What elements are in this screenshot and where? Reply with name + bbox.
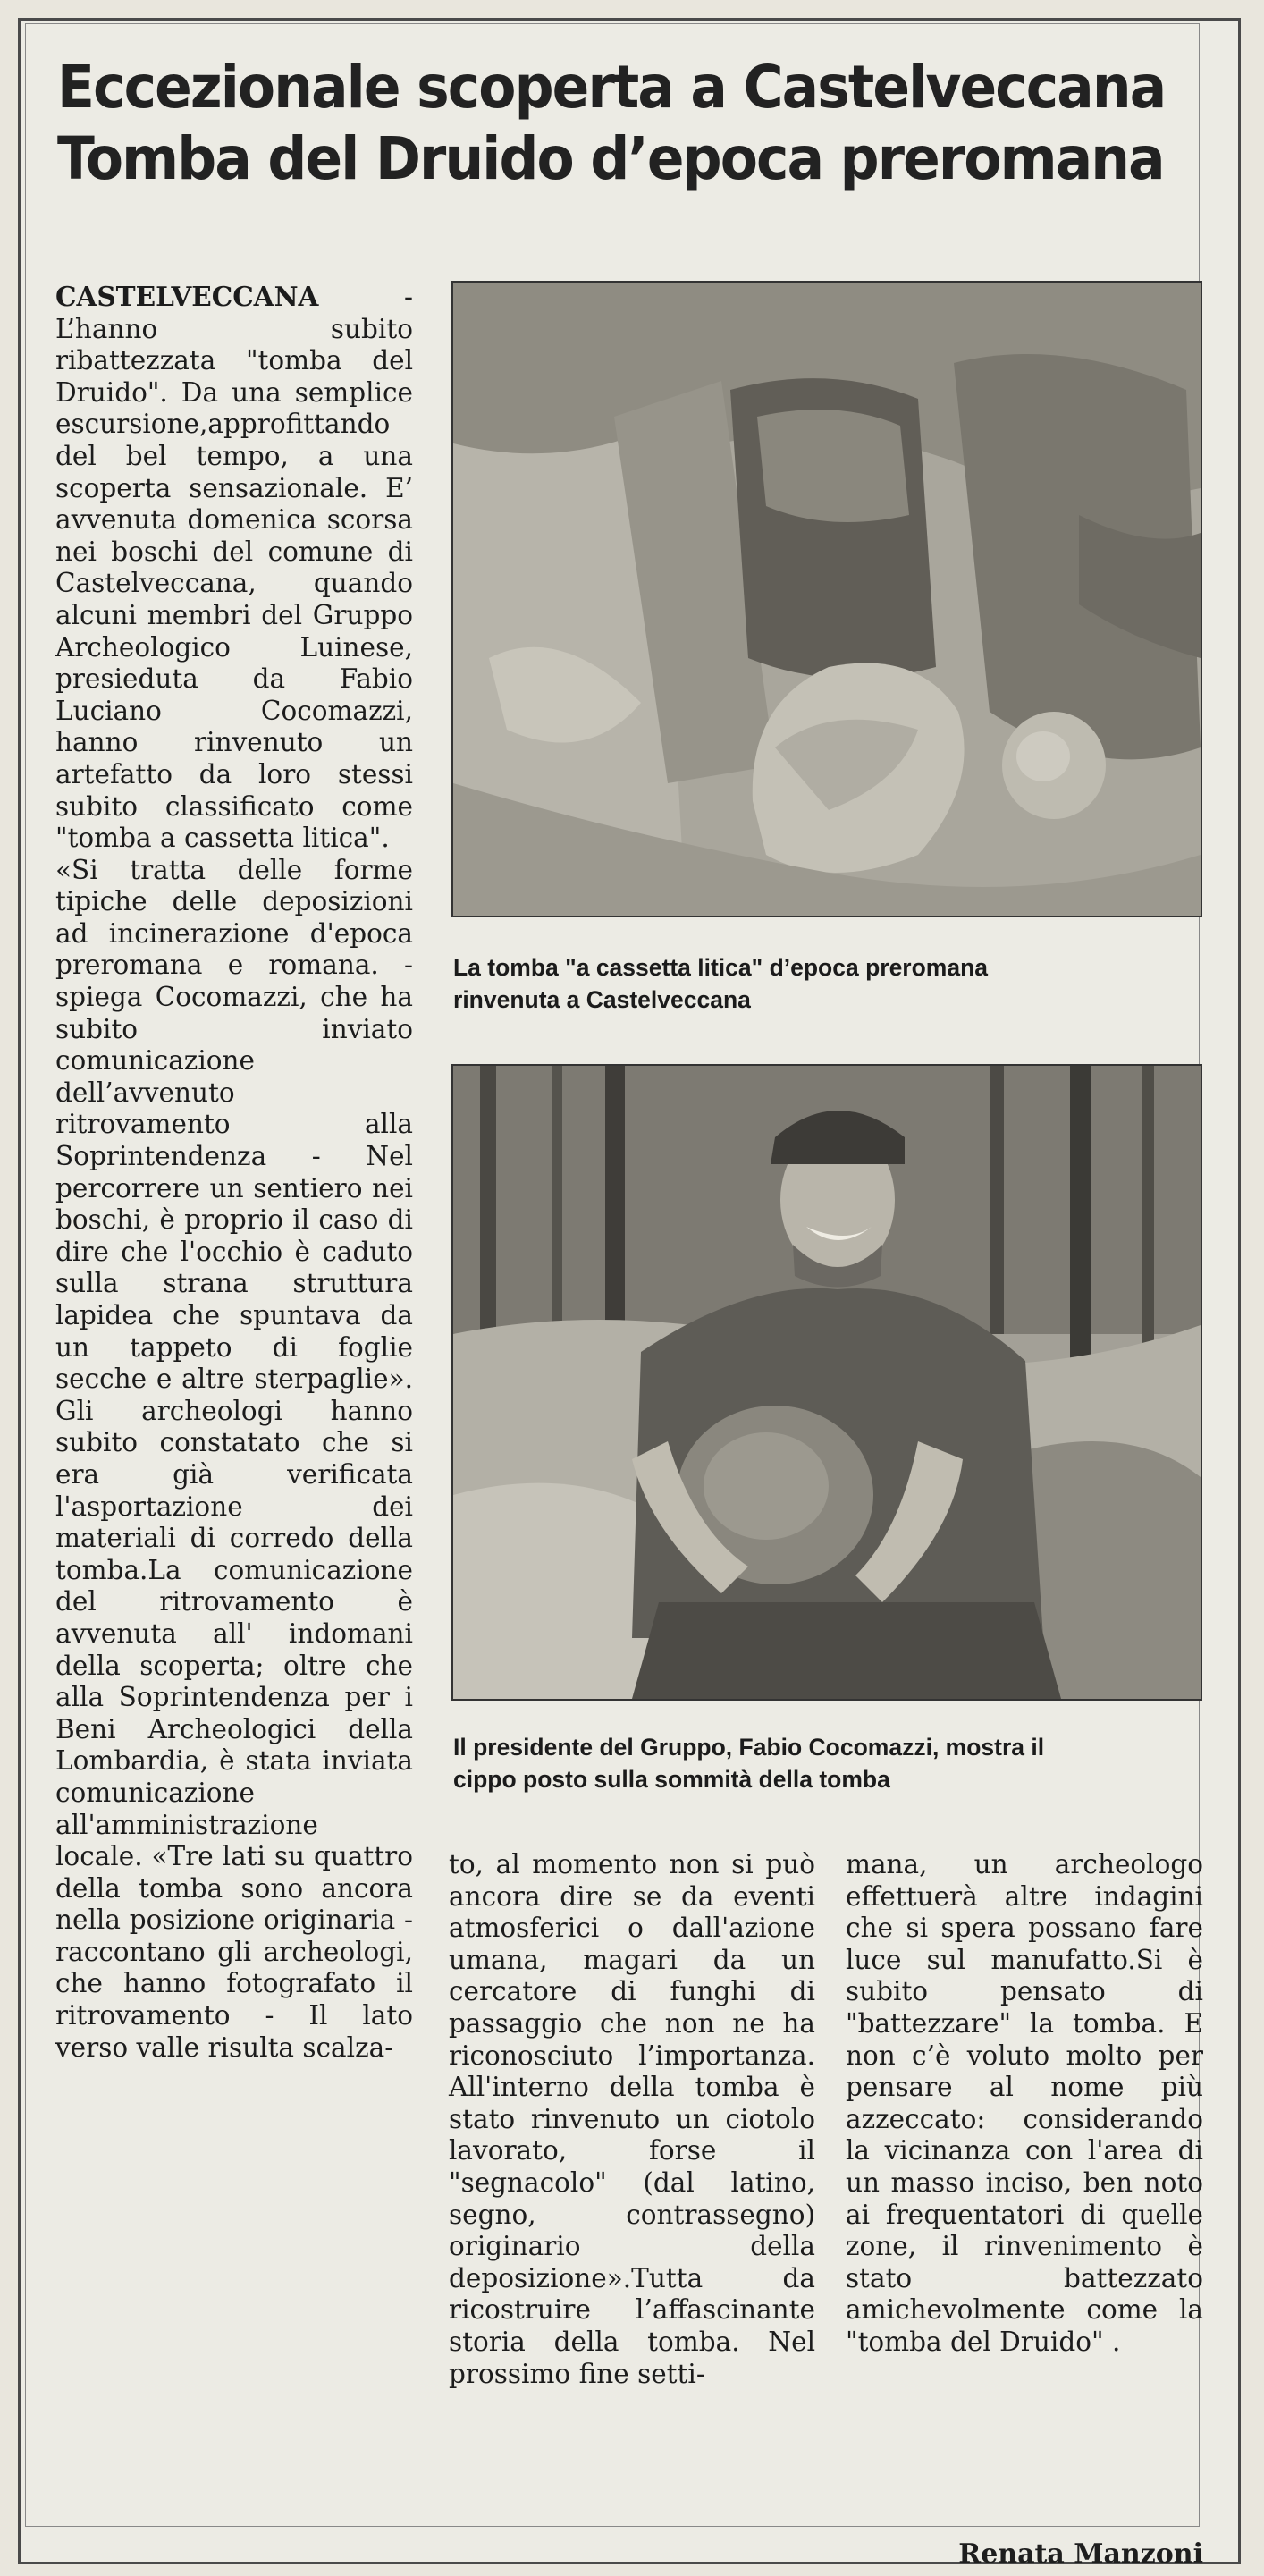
- headline: [57, 52, 1166, 195]
- column-3-text: mana, un archeologo effettuerà altre indagini che si spera possano fare luce sul manufatto.Si è subito pensato di "battezzare" la tomba. E non c’è voluto molto per pensare al nome più azzeccato: considerando la vicinanza con l'area di un masso inciso, ben noto ai frequentatori di quelle zone, il rinvenimento è stato battezzato amichevolmente come la "tomba del Druido" .: [846, 1849, 1203, 2357]
- president-caption-line-2: cippo posto sulla sommità della tomba: [453, 1766, 890, 1793]
- headline-line-1: Eccezionale scoperta a Castelveccana: [57, 53, 1166, 122]
- article-column-2: [449, 1849, 815, 2390]
- president-photo-caption: [453, 1731, 1201, 1795]
- column-2-text: to, al momento non si può ancora dire se da eventi atmosferici o dall'azione umana, magari da un cercatore di funghi di passaggio che non ne ha riconosciuto l’importanza. All'interno della tomba è stato rinvenuto un ciotolo lavorato, forse il "segnacolo" (dal latino, segno, contrassegno) originario della deposizione».Tutta da ricostruire l’affascinante storia della tomba. Nel prossimo fine setti-: [449, 1849, 815, 2389]
- tomb-photo-caption: [453, 951, 1201, 1016]
- quote-paragraph: «Si tratta delle forme tipiche delle deposizioni ad incinerazione d'epoca preromana e romana. - spiega Cocomazzi, che ha subito inviato comunicazione dell’avvenuto ritrovamento alla Soprintendenza - Nel percorrere un sentiero nei boschi, è proprio il caso di dire che l'occhio è caduto sulla strana struttura lapidea che spuntava da un tappeto di foglie secche e altre sterpaglie». Gli archeologi hanno subito constatato che si era già verificata l'asportazione dei materiali di corredo della tomba.La comunicazione del ritrovamento è avvenuta all' indomani della scoperta; oltre che alla Soprintendenza per i Beni Archeologici della Lombardia, è stata inviata comunicazione all'amministrazione locale. «Tre lati su quattro della tomba sono ancora nella posizione originaria - raccontano gli archeologi, che hanno fotografato il ritrovamento - Il lato verso valle risulta scalza-: [55, 854, 413, 2063]
- tomb-photo-image: [453, 283, 1201, 916]
- article-column-1: [55, 281, 413, 2064]
- lead-text: - L’hanno subito ribattezzata "tomba del Druido". Da una semplice escursione,approfittando del bel tempo, a una scoperta sensazionale. E’ avvenuta domenica scorsa nei boschi del comune di Castelveccana, quando alcuni membri del Gruppo Archeologico Luinese, presieduta da Fabio Luciano Cocomazzi, hanno rinvenuto un artefatto da loro stessi subito classificato come "tomba a cassetta litica".: [55, 282, 413, 854]
- headline-line-2: Tomba del Druido d’epoca preromana: [57, 124, 1164, 193]
- president-photo: [451, 1064, 1202, 1701]
- president-caption-line-1: Il presidente del Gruppo, Fabio Cocomazzi, mostra il: [453, 1734, 1045, 1761]
- lead-paragraph: [55, 281, 413, 855]
- byline: Renata Manzoni: [958, 2538, 1203, 2570]
- article-column-3: [846, 1849, 1203, 2359]
- tomb-caption-line-2: rinvenuta a Castelveccana: [453, 986, 751, 1013]
- president-photo-image: [453, 1066, 1201, 1699]
- dateline: CASTELVECCANA: [55, 281, 319, 312]
- tomb-caption-line-1: La tomba "a cassetta litica" d’epoca preromana: [453, 954, 989, 981]
- tomb-photo: [451, 281, 1202, 917]
